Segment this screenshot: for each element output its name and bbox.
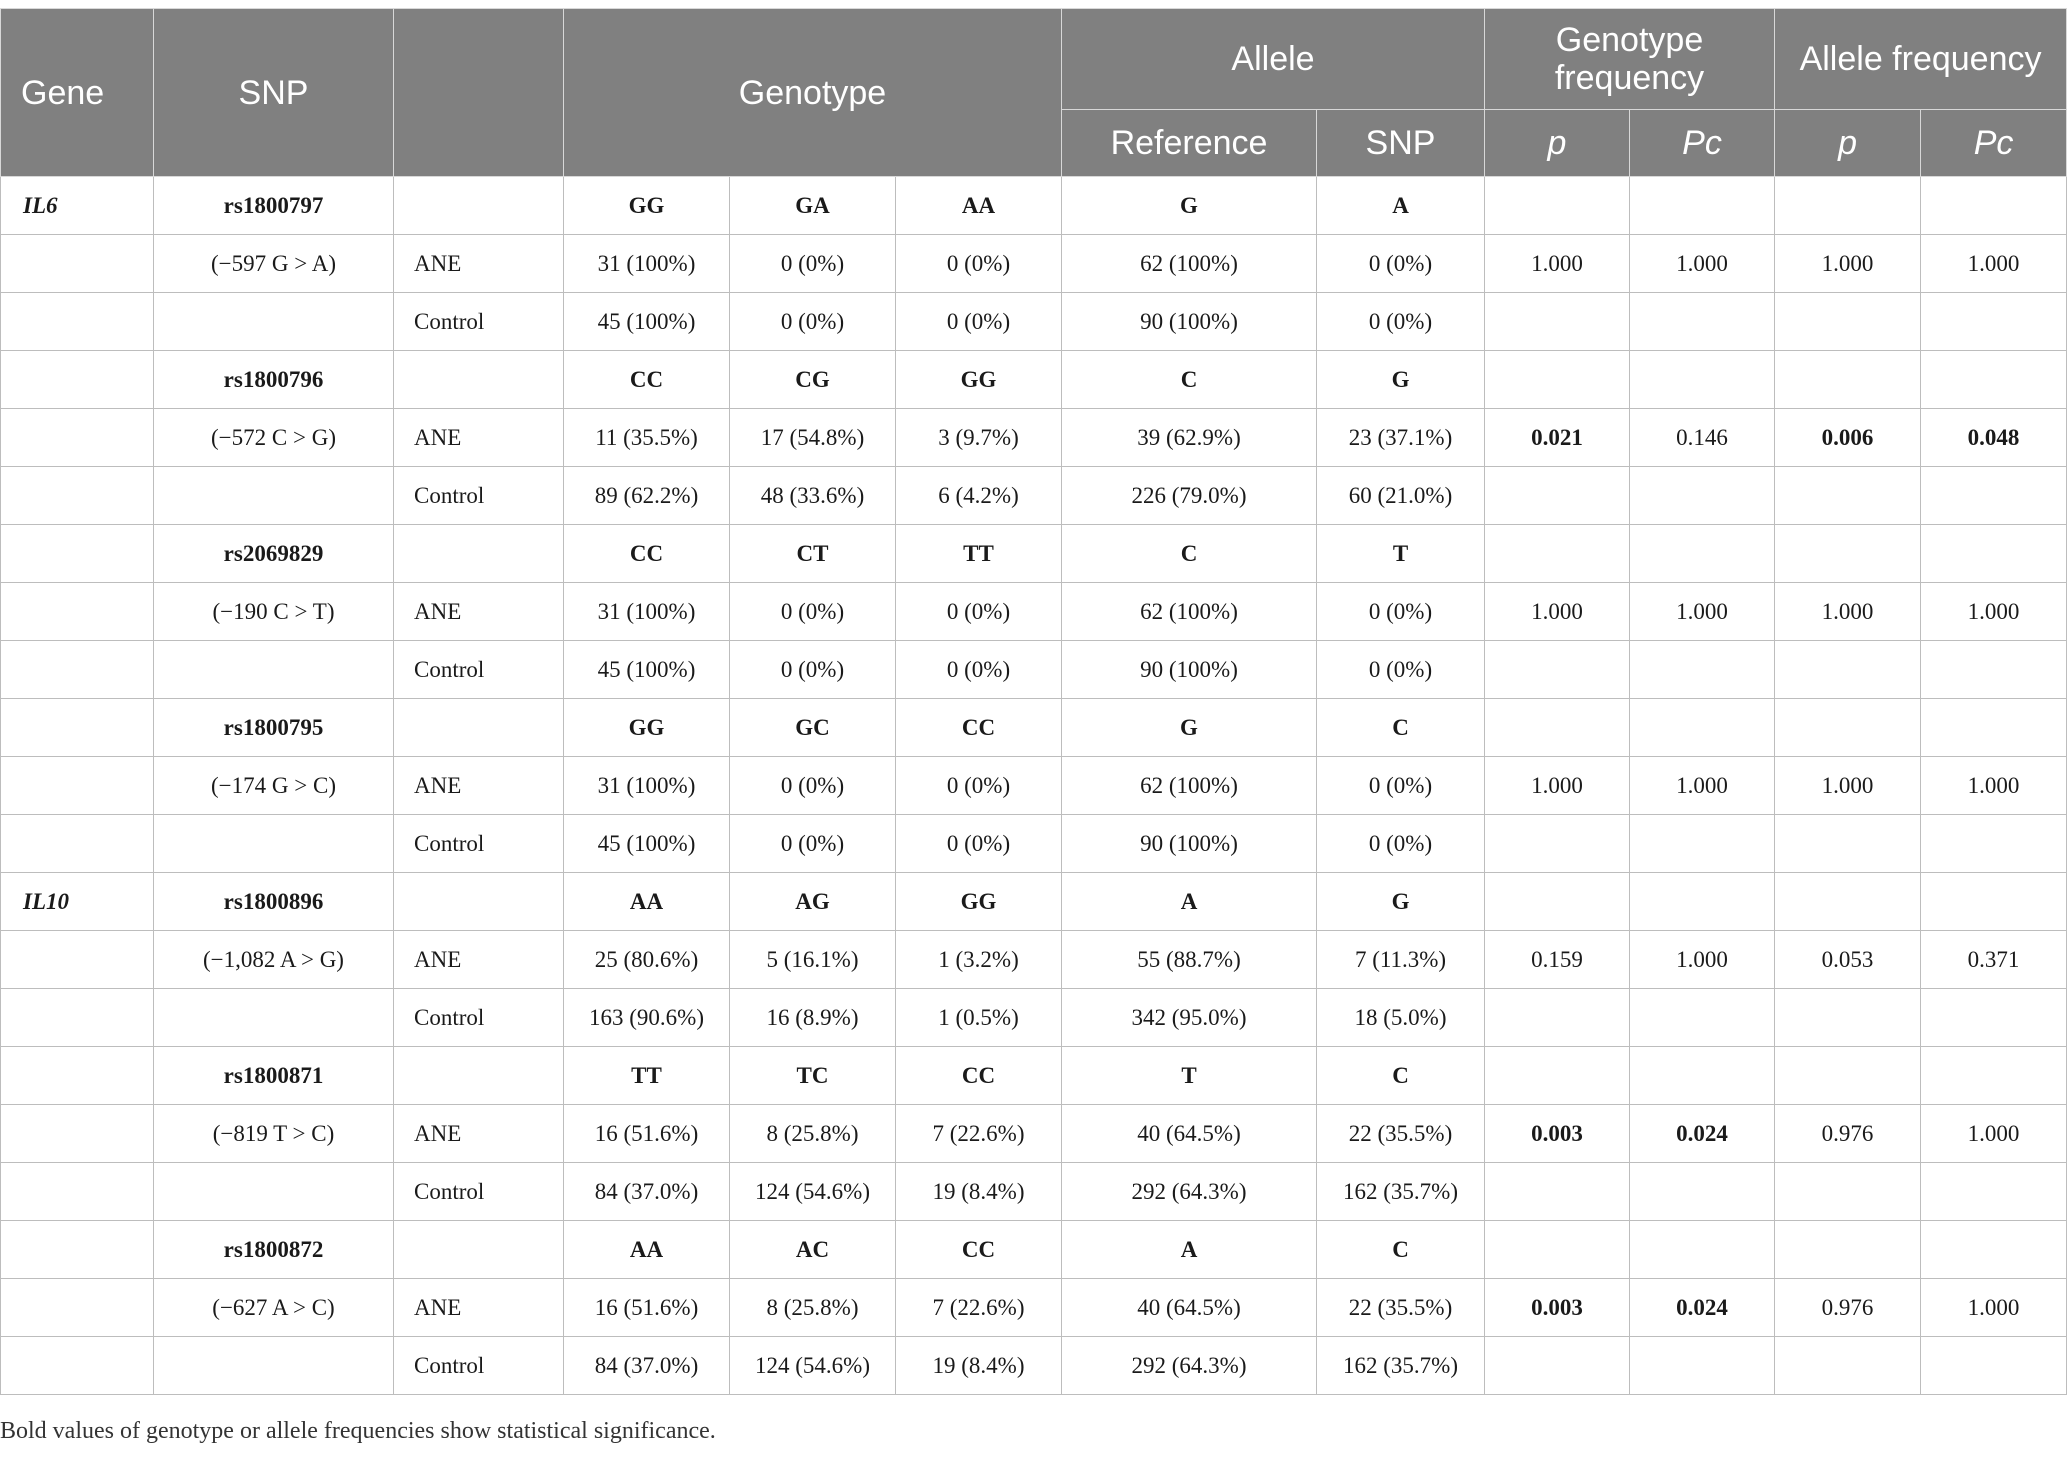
- header-genotype: Genotype: [564, 9, 1062, 177]
- cell-genotype-2: 0 (0%): [730, 757, 896, 815]
- cell-genotype-p: 0.159: [1485, 931, 1630, 989]
- cell-group: [394, 177, 564, 235]
- cell-allele-reference: A: [1062, 1221, 1317, 1279]
- cell-genotype-2: CT: [730, 525, 896, 583]
- cell-genotype-1: 84 (37.0%): [564, 1163, 730, 1221]
- cell-genotype-pc: 0.024: [1630, 1279, 1775, 1337]
- cell-genotype-pc: 0.024: [1630, 1105, 1775, 1163]
- cell-group: [394, 525, 564, 583]
- cell-gene: [1, 815, 154, 873]
- cell-genotype-3: 19 (8.4%): [896, 1163, 1062, 1221]
- table-row: [1, 409, 2067, 467]
- cell-group: [394, 699, 564, 757]
- cell-allele-pc: 1.000: [1921, 235, 2067, 293]
- cell-genotype-p: [1485, 699, 1630, 757]
- cell-genotype-1: 31 (100%): [564, 757, 730, 815]
- table-footnote: Bold values of genotype or allele frequencies show statistical significance.: [0, 1418, 716, 1444]
- table-row: [1, 641, 2067, 699]
- cell-allele-snp: 18 (5.0%): [1317, 989, 1485, 1047]
- cell-genotype-p: 1.000: [1485, 757, 1630, 815]
- results-table-container: [0, 8, 2067, 1395]
- cell-genotype-pc: [1630, 1337, 1775, 1395]
- header-allele: Allele: [1062, 9, 1485, 110]
- header-snp: SNP: [154, 9, 394, 177]
- cell-genotype-p: [1485, 351, 1630, 409]
- cell-genotype-1: 11 (35.5%): [564, 409, 730, 467]
- cell-genotype-pc: [1630, 467, 1775, 525]
- table-row: [1, 351, 2067, 409]
- cell-allele-pc: [1921, 467, 2067, 525]
- header-allele-p: p: [1775, 110, 1921, 177]
- table-row: [1, 1105, 2067, 1163]
- cell-allele-snp: C: [1317, 699, 1485, 757]
- cell-allele-reference: 55 (88.7%): [1062, 931, 1317, 989]
- cell-snp: [154, 1337, 394, 1395]
- cell-group: Control: [394, 293, 564, 351]
- cell-genotype-2: AG: [730, 873, 896, 931]
- cell-allele-reference: G: [1062, 699, 1317, 757]
- cell-genotype-1: CC: [564, 351, 730, 409]
- cell-group: Control: [394, 641, 564, 699]
- cell-genotype-pc: [1630, 351, 1775, 409]
- cell-genotype-pc: 0.146: [1630, 409, 1775, 467]
- cell-allele-pc: [1921, 1047, 2067, 1105]
- cell-gene: [1, 293, 154, 351]
- cell-genotype-pc: 1.000: [1630, 931, 1775, 989]
- cell-genotype-1: 31 (100%): [564, 583, 730, 641]
- cell-genotype-2: CG: [730, 351, 896, 409]
- cell-genotype-3: CC: [896, 699, 1062, 757]
- table-row: [1, 525, 2067, 583]
- cell-group: [394, 351, 564, 409]
- cell-allele-p: [1775, 1221, 1921, 1279]
- cell-genotype-3: 1 (3.2%): [896, 931, 1062, 989]
- cell-genotype-p: [1485, 1337, 1630, 1395]
- cell-allele-reference: C: [1062, 351, 1317, 409]
- cell-genotype-3: 6 (4.2%): [896, 467, 1062, 525]
- cell-allele-reference: 62 (100%): [1062, 583, 1317, 641]
- cell-allele-pc: [1921, 1337, 2067, 1395]
- cell-genotype-3: TT: [896, 525, 1062, 583]
- cell-allele-pc: [1921, 1163, 2067, 1221]
- cell-genotype-p: [1485, 293, 1630, 351]
- cell-allele-p: 0.006: [1775, 409, 1921, 467]
- table-body: [1, 177, 2067, 1395]
- table-row: [1, 467, 2067, 525]
- cell-allele-snp: 60 (21.0%): [1317, 467, 1485, 525]
- cell-group: Control: [394, 1163, 564, 1221]
- cell-genotype-2: TC: [730, 1047, 896, 1105]
- cell-allele-pc: [1921, 525, 2067, 583]
- cell-genotype-pc: [1630, 1163, 1775, 1221]
- cell-snp: rs1800896: [154, 873, 394, 931]
- cell-group: ANE: [394, 409, 564, 467]
- cell-genotype-2: GC: [730, 699, 896, 757]
- cell-genotype-p: 0.003: [1485, 1279, 1630, 1337]
- cell-allele-snp: 22 (35.5%): [1317, 1279, 1485, 1337]
- cell-group: ANE: [394, 583, 564, 641]
- cell-genotype-1: AA: [564, 1221, 730, 1279]
- cell-genotype-2: 5 (16.1%): [730, 931, 896, 989]
- cell-genotype-p: [1485, 1047, 1630, 1105]
- cell-genotype-p: 0.021: [1485, 409, 1630, 467]
- header-allele-frequency: Allele frequency: [1775, 9, 2067, 110]
- cell-allele-p: 1.000: [1775, 757, 1921, 815]
- cell-group: ANE: [394, 1279, 564, 1337]
- cell-allele-snp: 22 (35.5%): [1317, 1105, 1485, 1163]
- cell-genotype-3: 19 (8.4%): [896, 1337, 1062, 1395]
- table-row: [1, 1337, 2067, 1395]
- cell-genotype-1: 31 (100%): [564, 235, 730, 293]
- cell-gene: [1, 409, 154, 467]
- cell-snp: rs1800871: [154, 1047, 394, 1105]
- cell-genotype-p: [1485, 177, 1630, 235]
- cell-genotype-p: [1485, 989, 1630, 1047]
- cell-allele-snp: 162 (35.7%): [1317, 1337, 1485, 1395]
- cell-genotype-3: 0 (0%): [896, 583, 1062, 641]
- cell-genotype-1: 163 (90.6%): [564, 989, 730, 1047]
- cell-genotype-p: [1485, 525, 1630, 583]
- cell-gene: [1, 583, 154, 641]
- cell-group: ANE: [394, 931, 564, 989]
- cell-snp: [154, 641, 394, 699]
- cell-allele-snp: C: [1317, 1047, 1485, 1105]
- cell-allele-snp: 162 (35.7%): [1317, 1163, 1485, 1221]
- cell-gene: [1, 235, 154, 293]
- cell-snp: (−597 G > A): [154, 235, 394, 293]
- table-row: [1, 699, 2067, 757]
- cell-snp: [154, 467, 394, 525]
- cell-gene: [1, 351, 154, 409]
- cell-allele-reference: 90 (100%): [1062, 641, 1317, 699]
- cell-genotype-1: AA: [564, 873, 730, 931]
- cell-allele-snp: 23 (37.1%): [1317, 409, 1485, 467]
- cell-genotype-3: 0 (0%): [896, 815, 1062, 873]
- cell-gene: [1, 1221, 154, 1279]
- cell-gene: [1, 1163, 154, 1221]
- snp-association-table: [0, 8, 2067, 1395]
- cell-genotype-1: 84 (37.0%): [564, 1337, 730, 1395]
- header-reference: Reference: [1062, 110, 1317, 177]
- table-row: [1, 873, 2067, 931]
- cell-group: ANE: [394, 235, 564, 293]
- header-genotype-frequency: Genotype frequency: [1485, 9, 1775, 110]
- cell-allele-reference: 90 (100%): [1062, 815, 1317, 873]
- cell-gene: [1, 467, 154, 525]
- cell-allele-snp: 0 (0%): [1317, 815, 1485, 873]
- cell-gene: [1, 757, 154, 815]
- cell-snp: rs1800872: [154, 1221, 394, 1279]
- cell-snp: rs1800795: [154, 699, 394, 757]
- cell-genotype-1: 25 (80.6%): [564, 931, 730, 989]
- cell-allele-p: 1.000: [1775, 583, 1921, 641]
- cell-genotype-p: [1485, 815, 1630, 873]
- table-row: [1, 815, 2067, 873]
- cell-group: ANE: [394, 757, 564, 815]
- cell-group: [394, 1221, 564, 1279]
- cell-genotype-3: 3 (9.7%): [896, 409, 1062, 467]
- cell-genotype-p: [1485, 1221, 1630, 1279]
- cell-allele-reference: C: [1062, 525, 1317, 583]
- cell-genotype-pc: [1630, 1047, 1775, 1105]
- cell-allele-snp: 0 (0%): [1317, 583, 1485, 641]
- cell-genotype-pc: 1.000: [1630, 235, 1775, 293]
- table-row: [1, 989, 2067, 1047]
- cell-allele-reference: A: [1062, 873, 1317, 931]
- cell-allele-pc: 1.000: [1921, 757, 2067, 815]
- cell-genotype-2: 124 (54.6%): [730, 1337, 896, 1395]
- cell-genotype-2: 17 (54.8%): [730, 409, 896, 467]
- cell-group: [394, 873, 564, 931]
- cell-genotype-pc: [1630, 699, 1775, 757]
- cell-allele-snp: 0 (0%): [1317, 293, 1485, 351]
- cell-allele-p: [1775, 351, 1921, 409]
- table-row: [1, 1163, 2067, 1221]
- cell-genotype-1: 45 (100%): [564, 815, 730, 873]
- cell-group: Control: [394, 815, 564, 873]
- cell-genotype-p: [1485, 873, 1630, 931]
- cell-genotype-3: CC: [896, 1221, 1062, 1279]
- cell-snp: [154, 815, 394, 873]
- cell-allele-p: [1775, 641, 1921, 699]
- cell-genotype-pc: 1.000: [1630, 757, 1775, 815]
- cell-allele-snp: A: [1317, 177, 1485, 235]
- cell-genotype-p: 1.000: [1485, 235, 1630, 293]
- cell-genotype-pc: [1630, 293, 1775, 351]
- cell-genotype-1: 45 (100%): [564, 293, 730, 351]
- cell-genotype-2: 0 (0%): [730, 815, 896, 873]
- table-header: [1, 9, 2067, 177]
- cell-allele-reference: T: [1062, 1047, 1317, 1105]
- cell-allele-p: [1775, 815, 1921, 873]
- cell-allele-reference: 292 (64.3%): [1062, 1337, 1317, 1395]
- cell-genotype-p: [1485, 1163, 1630, 1221]
- table-row: [1, 235, 2067, 293]
- cell-snp: (−572 C > G): [154, 409, 394, 467]
- cell-allele-p: [1775, 699, 1921, 757]
- cell-allele-snp: 0 (0%): [1317, 235, 1485, 293]
- cell-genotype-pc: [1630, 989, 1775, 1047]
- table-row: [1, 931, 2067, 989]
- cell-allele-p: 0.976: [1775, 1105, 1921, 1163]
- cell-allele-reference: 62 (100%): [1062, 757, 1317, 815]
- cell-genotype-2: 48 (33.6%): [730, 467, 896, 525]
- cell-allele-pc: [1921, 293, 2067, 351]
- cell-allele-reference: 39 (62.9%): [1062, 409, 1317, 467]
- cell-gene: [1, 989, 154, 1047]
- cell-genotype-1: 16 (51.6%): [564, 1105, 730, 1163]
- cell-allele-pc: 1.000: [1921, 1105, 2067, 1163]
- cell-genotype-3: 0 (0%): [896, 293, 1062, 351]
- cell-gene: [1, 1047, 154, 1105]
- cell-allele-snp: 7 (11.3%): [1317, 931, 1485, 989]
- cell-snp: (−627 A > C): [154, 1279, 394, 1337]
- cell-genotype-p: [1485, 467, 1630, 525]
- cell-genotype-pc: [1630, 815, 1775, 873]
- cell-gene: [1, 699, 154, 757]
- cell-allele-pc: [1921, 177, 2067, 235]
- cell-genotype-1: TT: [564, 1047, 730, 1105]
- cell-gene: IL6: [1, 177, 154, 235]
- cell-genotype-2: 16 (8.9%): [730, 989, 896, 1047]
- cell-genotype-3: GG: [896, 351, 1062, 409]
- table-row: [1, 1221, 2067, 1279]
- cell-genotype-3: 0 (0%): [896, 641, 1062, 699]
- cell-allele-p: [1775, 467, 1921, 525]
- cell-gene: [1, 525, 154, 583]
- cell-snp: rs1800797: [154, 177, 394, 235]
- cell-genotype-p: [1485, 641, 1630, 699]
- table-row: [1, 1279, 2067, 1337]
- cell-genotype-pc: [1630, 177, 1775, 235]
- cell-genotype-p: 1.000: [1485, 583, 1630, 641]
- cell-allele-reference: 40 (64.5%): [1062, 1279, 1317, 1337]
- cell-allele-snp: T: [1317, 525, 1485, 583]
- cell-allele-pc: 0.048: [1921, 409, 2067, 467]
- cell-allele-reference: 62 (100%): [1062, 235, 1317, 293]
- cell-genotype-1: GG: [564, 177, 730, 235]
- header-gene: Gene: [1, 9, 154, 177]
- cell-genotype-1: 45 (100%): [564, 641, 730, 699]
- cell-snp: (−174 G > C): [154, 757, 394, 815]
- cell-gene: IL10: [1, 873, 154, 931]
- cell-genotype-2: 0 (0%): [730, 235, 896, 293]
- cell-allele-p: 0.053: [1775, 931, 1921, 989]
- cell-snp: (−819 T > C): [154, 1105, 394, 1163]
- header-allele-pc: Pc: [1921, 110, 2067, 177]
- cell-genotype-2: AC: [730, 1221, 896, 1279]
- table-row: [1, 177, 2067, 235]
- cell-genotype-pc: [1630, 873, 1775, 931]
- cell-genotype-2: 0 (0%): [730, 583, 896, 641]
- cell-allele-snp: G: [1317, 351, 1485, 409]
- cell-genotype-2: 8 (25.8%): [730, 1279, 896, 1337]
- cell-allele-snp: 0 (0%): [1317, 641, 1485, 699]
- cell-allele-p: [1775, 177, 1921, 235]
- cell-allele-reference: 40 (64.5%): [1062, 1105, 1317, 1163]
- cell-genotype-3: AA: [896, 177, 1062, 235]
- cell-allele-snp: C: [1317, 1221, 1485, 1279]
- cell-allele-p: 0.976: [1775, 1279, 1921, 1337]
- cell-allele-p: [1775, 1337, 1921, 1395]
- cell-genotype-3: CC: [896, 1047, 1062, 1105]
- cell-allele-p: [1775, 873, 1921, 931]
- cell-allele-p: [1775, 989, 1921, 1047]
- cell-gene: [1, 931, 154, 989]
- cell-genotype-2: 0 (0%): [730, 293, 896, 351]
- cell-genotype-pc: 1.000: [1630, 583, 1775, 641]
- cell-allele-pc: [1921, 989, 2067, 1047]
- table-row: [1, 1047, 2067, 1105]
- header-genotype-p: p: [1485, 110, 1630, 177]
- cell-genotype-3: 0 (0%): [896, 235, 1062, 293]
- cell-genotype-3: GG: [896, 873, 1062, 931]
- cell-snp: [154, 989, 394, 1047]
- cell-allele-pc: [1921, 351, 2067, 409]
- cell-genotype-1: 89 (62.2%): [564, 467, 730, 525]
- header-allele-snp: SNP: [1317, 110, 1485, 177]
- cell-allele-reference: 226 (79.0%): [1062, 467, 1317, 525]
- cell-genotype-pc: [1630, 1221, 1775, 1279]
- cell-group: Control: [394, 1337, 564, 1395]
- cell-allele-reference: 90 (100%): [1062, 293, 1317, 351]
- cell-gene: [1, 1279, 154, 1337]
- cell-genotype-pc: [1630, 525, 1775, 583]
- cell-genotype-p: 0.003: [1485, 1105, 1630, 1163]
- cell-gene: [1, 641, 154, 699]
- cell-allele-p: [1775, 293, 1921, 351]
- cell-genotype-2: 124 (54.6%): [730, 1163, 896, 1221]
- cell-allele-p: [1775, 525, 1921, 583]
- cell-genotype-pc: [1630, 641, 1775, 699]
- cell-genotype-2: GA: [730, 177, 896, 235]
- cell-snp: rs1800796: [154, 351, 394, 409]
- cell-genotype-3: 7 (22.6%): [896, 1105, 1062, 1163]
- cell-allele-snp: 0 (0%): [1317, 757, 1485, 815]
- cell-allele-pc: [1921, 1221, 2067, 1279]
- cell-allele-reference: G: [1062, 177, 1317, 235]
- cell-genotype-3: 1 (0.5%): [896, 989, 1062, 1047]
- cell-genotype-1: 16 (51.6%): [564, 1279, 730, 1337]
- cell-snp: rs2069829: [154, 525, 394, 583]
- cell-group: Control: [394, 467, 564, 525]
- cell-genotype-2: 0 (0%): [730, 641, 896, 699]
- cell-allele-snp: G: [1317, 873, 1485, 931]
- cell-allele-p: [1775, 1163, 1921, 1221]
- cell-snp: [154, 1163, 394, 1221]
- header-genotype-pc: Pc: [1630, 110, 1775, 177]
- cell-allele-reference: 292 (64.3%): [1062, 1163, 1317, 1221]
- cell-group: [394, 1047, 564, 1105]
- cell-allele-pc: 1.000: [1921, 583, 2067, 641]
- cell-allele-reference: 342 (95.0%): [1062, 989, 1317, 1047]
- cell-genotype-3: 7 (22.6%): [896, 1279, 1062, 1337]
- cell-allele-pc: 0.371: [1921, 931, 2067, 989]
- table-row: [1, 293, 2067, 351]
- cell-allele-pc: [1921, 641, 2067, 699]
- cell-allele-pc: [1921, 699, 2067, 757]
- cell-snp: (−190 C > T): [154, 583, 394, 641]
- cell-allele-pc: 1.000: [1921, 1279, 2067, 1337]
- cell-gene: [1, 1337, 154, 1395]
- cell-genotype-1: CC: [564, 525, 730, 583]
- cell-allele-p: 1.000: [1775, 235, 1921, 293]
- table-row: [1, 583, 2067, 641]
- cell-genotype-2: 8 (25.8%): [730, 1105, 896, 1163]
- cell-genotype-3: 0 (0%): [896, 757, 1062, 815]
- cell-group: ANE: [394, 1105, 564, 1163]
- table-row: [1, 757, 2067, 815]
- cell-snp: [154, 293, 394, 351]
- cell-gene: [1, 1105, 154, 1163]
- cell-genotype-1: GG: [564, 699, 730, 757]
- cell-snp: (−1,082 A > G): [154, 931, 394, 989]
- cell-allele-pc: [1921, 873, 2067, 931]
- cell-allele-pc: [1921, 815, 2067, 873]
- header-group: [394, 9, 564, 177]
- cell-allele-p: [1775, 1047, 1921, 1105]
- cell-group: Control: [394, 989, 564, 1047]
